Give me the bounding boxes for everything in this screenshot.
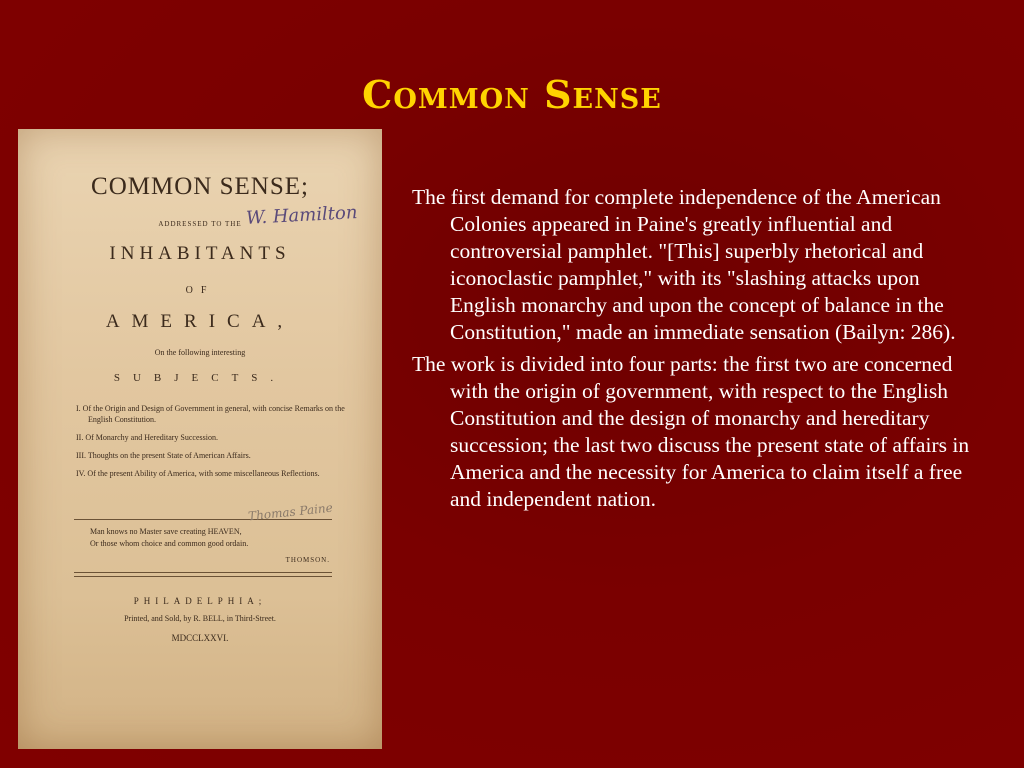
pamphlet-quote-author: THOMSON. — [285, 556, 330, 564]
pamphlet-year: MDCCLXXVI. — [171, 633, 229, 643]
pamphlet-title: COMMON SENSE; — [91, 173, 309, 200]
pamphlet-city: PHILADELPHIA; — [133, 596, 267, 606]
body-paragraph: The first demand for complete independence of the American Colonies appeared in Paine's greatly influential and controversial pamphlet. "[This] superbly rhetorical and iconoclastic pamphlet," with its "slashing attacks upon English monarchy and upon the concept of balance in the Constitution," made an immediate sensation (Bailyn: 286). — [412, 185, 956, 344]
pamphlet-subject-item: II. Of Monarchy and Hereditary Succession. — [76, 433, 218, 442]
pamphlet-signature: W. Hamilton — [245, 202, 358, 229]
pamphlet-quote-line: Man knows no Master save creating HEAVEN, — [90, 527, 242, 536]
pamphlet-divider — [74, 576, 332, 577]
slide-body — [412, 184, 972, 518]
pamphlet-divider — [74, 572, 332, 573]
pamphlet-divider — [74, 519, 332, 520]
pamphlet-quote-line: Or those whom choice and common good ordain. — [90, 539, 249, 548]
pamphlet-subject-item: III. Thoughts on the present State of American Affairs. — [76, 451, 251, 460]
pamphlet-subject-item: I. Of the Origin and Design of Government in general, with concise Remarks on the English Constitution. — [76, 404, 345, 424]
slide-title: Common Sense — [362, 72, 662, 117]
pamphlet-signature-paine: Thomas Paine — [247, 500, 334, 524]
pamphlet-following: On the following interesting — [154, 348, 246, 357]
pamphlet-title-page-image — [18, 129, 382, 749]
pamphlet-subject-item: IV. Of the present Ability of America, with some miscellaneous Reflections. — [76, 469, 320, 478]
pamphlet-printer: Printed, and Sold, by R. BELL, in Third-Street. — [124, 614, 276, 623]
body-paragraph: The work is divided into four parts: the first two are concerned with the origin of government, with respect to the English Constitution and the design of monarchy and hereditary succession; the last two discuss the present state of affairs in America and the necessity for America to claim itself a free and independent nation. — [412, 352, 970, 511]
pamphlet-quote — [90, 526, 340, 550]
pamphlet-subjects: SUBJECTS. — [113, 372, 287, 384]
pamphlet-america: AMERICA, — [105, 311, 295, 332]
pamphlet-subject-list — [76, 403, 346, 486]
pamphlet-of: OF — [185, 285, 215, 296]
pamphlet-addressed: ADDRESSED TO THE — [158, 220, 242, 228]
pamphlet-inhabitants: INHABITANTS — [109, 243, 291, 264]
